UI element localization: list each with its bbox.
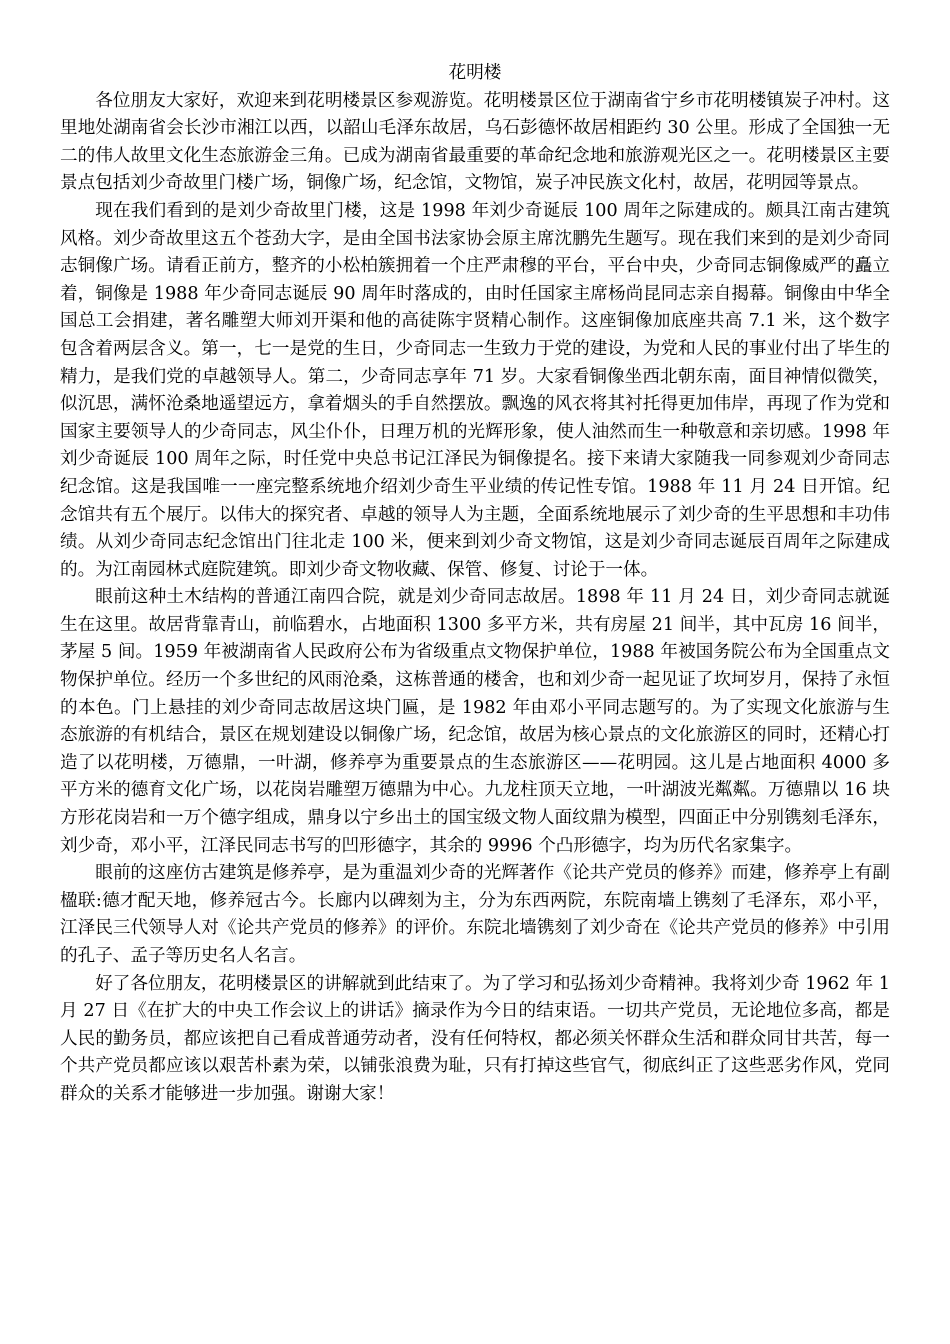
paragraph-intro: 各位朋友大家好，欢迎来到花明楼景区参观游览。花明楼景区位于湖南省宁乡市花明楼镇炭子冲村。这里地处湖南省会长沙市湘江以西，以韶山毛泽东故居，乌石彭德怀故居相距约 30 公里。形成了全国独一无二的伟人故里文化生态旅游金三角。已成为湖南省最重要的革命纪念地和旅游观光区之一。花明楼景区主要景点包括刘少奇故里门楼广场，铜像广场，纪念馆，文物馆，炭子冲民族文化村，故居，花明园等景点。	[60, 90, 890, 194]
paragraph-gate-statue-museum: 现在我们看到的是刘少奇故里门楼，这是 1998 年刘少奇诞辰 100 周年之际建成的。颇具江南古建筑风格。刘少奇故里这五个苍劲大字，是由全国书法家协会原主席沈鹏先生题写。现在我们来到的是刘少奇同志铜像广场。请看正前方，整齐的小松柏簇拥着一个庄严肃穆的平台，平台中央，少奇同志铜像威严的矗立着，铜像是 1988 年少奇同志诞辰 90 周年时落成的，由时任国家主席杨尚昆同志亲自揭幕。铜像由中华全国总工会捐建，著名雕塑大师刘开渠和他的高徒陈宇贤精心制作。这座铜像加底座共高 7.1 米，这个数字包含着两层含义。第一，七一是党的生日，少奇同志一生致力于党的建设，为党和人民的事业付出了毕生的精力，是我们党的卓越领导人。第二，少奇同志享年 71 岁。大家看铜像坐西北朝东南，面目神情似微笑，似沉思，满怀沧桑地遥望远方，拿着烟头的手自然摆放。飘逸的风衣将其衬托得更加伟岸，再现了作为党和国家主要领导人的少奇同志，风尘仆仆，日理万机的光辉形象，使人油然而生一种敬意和亲切感。1998 年刘少奇诞辰 100 周年之际，时任党中央总书记江泽民为铜像提名。接下来请大家随我一同参观刘少奇同志纪念馆。这是我国唯一一座完整系统地介绍刘少奇生平业绩的传记性专馆。1988 年 11 月 24 日开馆。纪念馆共有五个展厅。以伟大的探究者、卓越的领导人为主题，全面系统地展示了刘少奇的生平思想和丰功伟绩。从刘少奇同志纪念馆出门往北走 100 米，便来到刘少奇文物馆，这是刘少奇同志诞辰百周年之际建成的。为江南园林式庭院建筑。即刘少奇文物收藏、保管、修复、讨论于一体。	[60, 200, 890, 580]
paragraph-closing: 好了各位朋友，花明楼景区的讲解就到此结束了。为了学习和弘扬刘少奇精神。我将刘少奇 1962 年 1 月 27 日《在扩大的中央工作会议上的讲话》摘录作为今日的结束语。一切共产党员，无论地位多高，都是人民的勤务员，都应该把自己看成普通劳动者，没有任何特权，都必须关怀群众生活和群众同甘共苦，每一个共产党员都应该以艰苦朴素为荣，以铺张浪费为耻，只有打掉这些官气，彻底纠正了这些恶劣作风，党同群众的关系才能够进一步加强。谢谢大家！	[60, 973, 890, 1104]
document-title: 花明楼	[448, 63, 502, 83]
document-page	[60, 60, 890, 1109]
paragraph-xiuyang-pavilion: 眼前的这座仿古建筑是修养亭，是为重温刘少奇的光辉著作《论共产党员的修养》而建，修养亭上有副楹联:德才配天地，修养冠古今。长廊内以碑刻为主，分为东西两院，东院南墙上镌刻了毛泽东，邓小平，江泽民三代领导人对《论共产党员的修养》的评价。东院北墙镌刻了刘少奇在《论共产党员的修养》中引用的孔子、孟子等历史名人名言。	[60, 863, 890, 966]
paragraph-former-residence: 眼前这种土木结构的普通江南四合院，就是刘少奇同志故居。1898 年 11 月 24 日，刘少奇同志就诞生在这里。故居背靠青山，前临碧水，占地面积 1300 多平方米，共有房屋 21 间半，其中瓦房 16 间半，茅屋 5 间。1959 年被湖南省人民政府公布为省级重点文物保护单位，1988 年被国务院公布为全国重点文物保护单位。经历一个多世纪的风雨沧桑，这栋普通的楼舍，也和刘少奇一起见证了坎坷岁月，保持了永恒的本色。门上悬挂的刘少奇同志故居这块门匾，是 1982 年由邓小平同志题写的。为了实现文化旅游与生态旅游的有机结合，景区在规划建设以铜像广场，纪念馆，故居为核心景点的文化旅游区的同时，还精心打造了以花明楼，万德鼎，一叶湖，修养亭为重要景点的生态旅游区——花明园。这儿是占地面积 4000 多平方米的德育文化广场，以花岗岩雕塑万德鼎为中心。九龙柱顶天立地，一叶湖波光粼粼。万德鼎以 16 块方形花岗岩和一万个德字组成，鼎身以宁乡出土的国宝级文物人面纹鼎为模型，四面正中分别镌刻毛泽东，刘少奇，邓小平，江泽民同志书写的凹形德字，其余的 9996 个凸形德字，均为历代名家集字。	[60, 587, 890, 856]
